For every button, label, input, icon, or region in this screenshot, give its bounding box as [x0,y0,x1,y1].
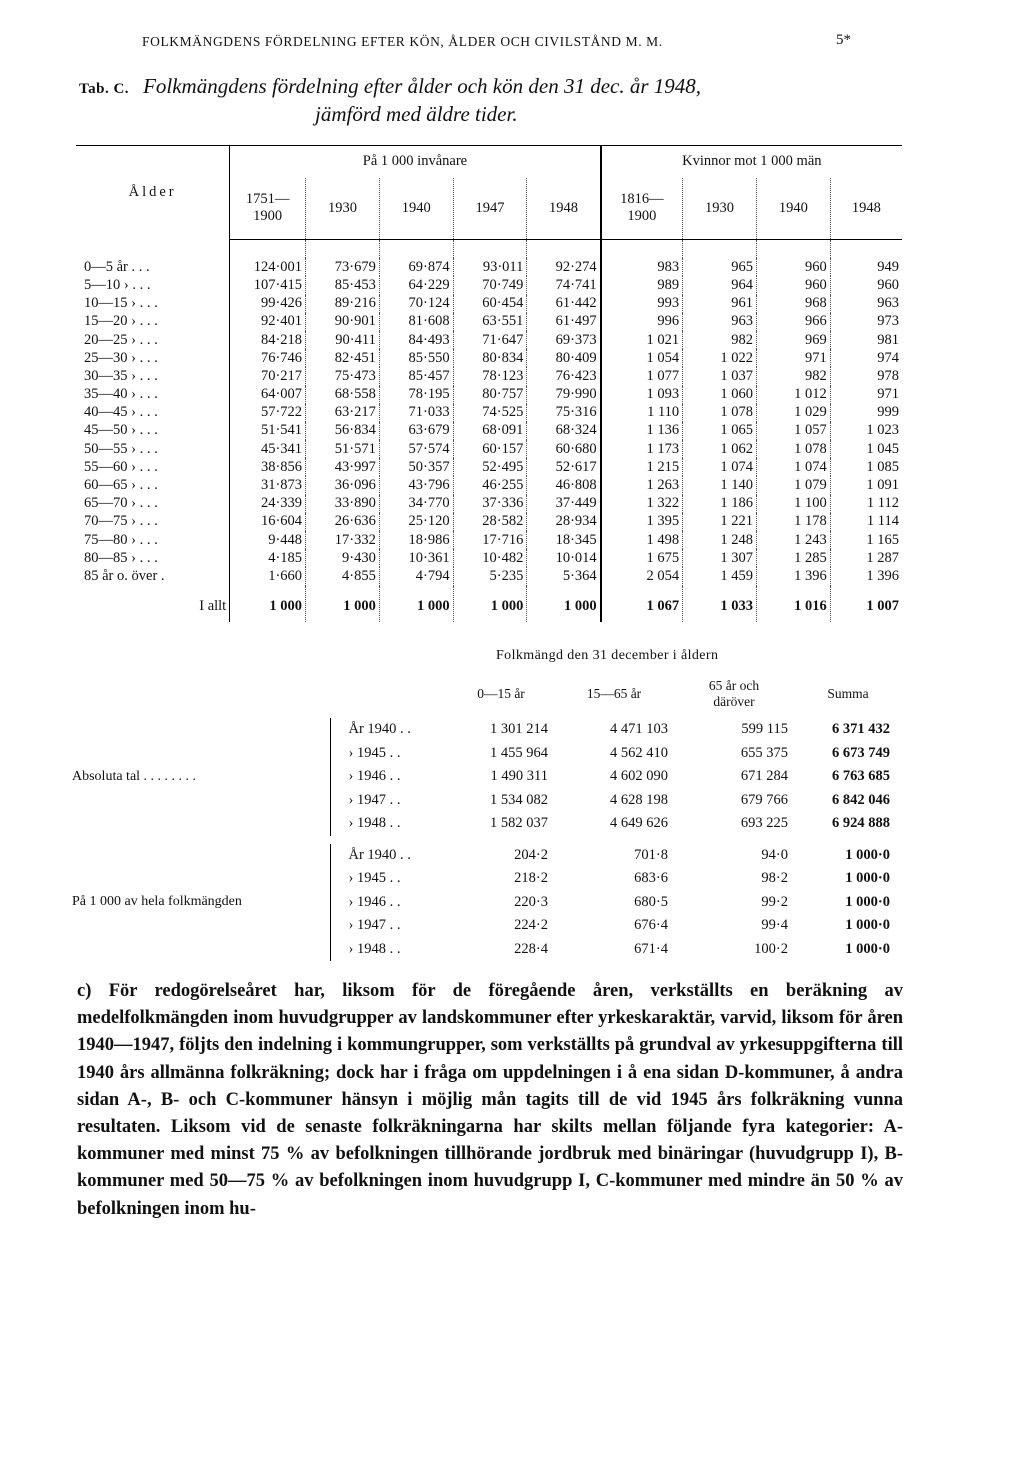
age-group-label: 65—70 › . . . [84,495,158,512]
table-cell: 1 136 [601,422,683,440]
col-header: 1940 [379,178,453,240]
table-cell: 70·124 [379,295,453,313]
table-cell: 57·722 [230,404,306,422]
table-cell: 81·608 [379,313,453,331]
age-group-label: 80—85 › . . . [84,549,158,566]
table-cell: 1 582 037 [490,815,548,832]
table-cell: 56·834 [306,422,380,440]
year-label: › 1945 . . [330,867,448,891]
table-cell: 70·749 [453,276,527,294]
table-cell: 84·493 [379,331,453,349]
table-cell: 960 [756,258,830,276]
table-cell: 1 455 964 [490,744,548,761]
table-cell: 75·473 [306,367,380,385]
table-cell: 1 322 [601,495,683,513]
table-cell: 38·856 [230,458,306,476]
table-cell: 1 079 [756,476,830,494]
age-group-label: 50—55 › . . . [84,440,158,457]
table-cell: 966 [756,313,830,331]
table-row [76,349,902,367]
table-cell: 89·216 [306,295,380,313]
table-cell: 1 023 [830,422,902,440]
table-cell: 9·430 [306,549,380,567]
table-row [76,495,902,513]
age-group-label: 45—50 › . . . [84,422,158,439]
col-header: 15—65 år [586,686,642,701]
table-row [76,422,902,440]
table-cell: 960 [756,276,830,294]
total-cell: 1 000 [306,586,380,622]
age-group-label: 75—80 › . . . [84,531,158,548]
table-cell: 1 248 [683,531,757,549]
table-row [76,440,902,458]
table-row [76,513,902,531]
table-cell: 1 498 [601,531,683,549]
total-cell: 1 000 [527,586,601,622]
total-cell: 1 016 [756,586,830,622]
table-row [76,367,902,385]
table-cell: 1 060 [683,386,757,404]
table-row [76,331,902,349]
table-cell: 1 021 [601,331,683,349]
table-title-line2: jämförd med äldre tider. [315,102,518,126]
sum-cell: 1 000·0 [845,940,890,957]
table-cell: 60·680 [527,440,601,458]
table-cell: 1 029 [756,404,830,422]
age-group-label: 70—75 › . . . [84,513,158,530]
table-cell: 1 263 [601,476,683,494]
table-cell: 18·986 [379,531,453,549]
table-cell: 43·997 [306,458,380,476]
col-header: 65 år och däröver [708,678,760,709]
table-cell: 74·525 [453,404,527,422]
table-cell: 224·2 [514,917,548,934]
table-cell: 2 054 [601,567,683,585]
total-cell: 1 000 [379,586,453,622]
table-cell: 71·033 [379,404,453,422]
table-cell: 983 [601,258,683,276]
table-cell: 961 [683,295,757,313]
table-cell: 24·339 [230,495,306,513]
table-cell: 993 [601,295,683,313]
table-cell: 71·647 [453,331,527,349]
table-cell: 1 074 [683,458,757,476]
table-cell: 982 [756,367,830,385]
table-row [72,844,902,868]
table-cell: 80·757 [453,386,527,404]
table-cell: 57·574 [379,440,453,458]
table-cell: 1 396 [756,567,830,585]
table-cell: 1·660 [230,567,306,585]
age-group-label: 25—30 › . . . [84,349,158,366]
table-cell: 1 395 [601,513,683,531]
table-cell: 69·874 [379,258,453,276]
table-cell: 18·345 [527,531,601,549]
age-group-label: 35—40 › . . . [84,386,158,403]
table-cell: 671·4 [634,940,668,957]
table-cell: 82·451 [306,349,380,367]
table-cell: 960 [830,276,902,294]
table-cell: 228·4 [514,940,548,957]
age-group-label: 30—35 › . . . [84,367,158,384]
table-row [76,458,902,476]
table-cell: 17·332 [306,531,380,549]
table-cell: 220·3 [514,893,548,910]
table-row [76,531,902,549]
table-cell: 45·341 [230,440,306,458]
table-row [72,718,902,742]
table-cell: 1 054 [601,349,683,367]
table-cell: 28·934 [527,513,601,531]
table-cell: 683·6 [634,870,668,887]
running-header: FOLKMÄNGDENS FÖRDELNING EFTER KÖN, ÅLDER OCH CIVILSTÅND M. M. [142,34,663,49]
table-cell: 80·409 [527,349,601,367]
table-cell: 1 045 [830,440,902,458]
group-per-1000-population: På 1 000 av hela folkmängden [72,894,242,910]
table-cell: 25·120 [379,513,453,531]
table-cell: 80·834 [453,349,527,367]
table-cell: 33·890 [306,495,380,513]
table-cell: 70·217 [230,367,306,385]
table-cell: 1 675 [601,549,683,567]
table-row [76,476,902,494]
table-cell: 218·2 [514,870,548,887]
table-cell: 90·901 [306,313,380,331]
table-cell: 99·4 [761,917,788,934]
table-cell: 1 307 [683,549,757,567]
table-cell: 963 [830,295,902,313]
table-cell: 4·794 [379,567,453,585]
table-cell: 1 074 [756,458,830,476]
table-cell: 1 022 [683,349,757,367]
year-label: År 1940 . . [330,844,448,868]
table-cell: 79·990 [527,386,601,404]
age-distribution-table [76,145,902,622]
table-label: Tab. C. [79,81,130,97]
sum-cell: 6 924 888 [832,815,890,832]
table-cell: 92·274 [527,258,601,276]
table-cell: 90·411 [306,331,380,349]
total-cell: 1 000 [453,586,527,622]
total-cell: 1 000 [230,586,306,622]
table-cell: 4 649 626 [610,815,668,832]
table-cell: 1 062 [683,440,757,458]
year-label: › 1947 . . [330,789,448,813]
table-cell: 1 490 311 [490,768,548,785]
total-cell: 1 007 [830,586,902,622]
table-cell: 1 215 [601,458,683,476]
table-cell: 37·449 [527,495,601,513]
year-label: › 1947 . . [330,914,448,938]
table-row [76,549,902,567]
population-table-caption: Folkmängd den 31 december i åldern [496,648,719,663]
table-cell: 1 221 [683,513,757,531]
col-header: 1816— 1900 [601,178,683,240]
table-cell: 1 037 [683,367,757,385]
sum-cell: 6 371 432 [832,721,890,738]
table-cell: 46·255 [453,476,527,494]
table-cell: 51·541 [230,422,306,440]
table-cell: 64·229 [379,276,453,294]
age-group-label: 40—45 › . . . [84,404,158,421]
age-group-label: 20—25 › . . . [84,331,158,348]
table-cell: 76·423 [527,367,601,385]
table-cell: 100·2 [754,940,788,957]
table-cell: 28·582 [453,513,527,531]
table-cell: 1 077 [601,367,683,385]
group-per-1000-inhabitants: På 1 000 invånare [230,146,601,178]
table-cell: 85·453 [306,276,380,294]
total-cell: 1 067 [601,586,683,622]
table-cell: 1 459 [683,567,757,585]
table-cell: 971 [830,386,902,404]
table-cell: 971 [756,349,830,367]
table-cell: 31·873 [230,476,306,494]
col-age-header: Ålder [76,146,230,240]
table-cell: 1 078 [756,440,830,458]
table-cell: 10·482 [453,549,527,567]
table-cell: 655 375 [740,744,788,761]
table-row [76,567,902,585]
table-cell: 68·324 [527,422,601,440]
table-cell: 60·454 [453,295,527,313]
sum-cell: 1 000·0 [845,846,890,863]
table-row [76,276,902,294]
table-row [76,295,902,313]
table-cell: 949 [830,258,902,276]
table-cell: 981 [830,331,902,349]
table-cell: 99·2 [761,893,788,910]
age-group-label: 5—10 › . . . [84,276,151,293]
table-cell: 26·636 [306,513,380,531]
table-cell: 1 093 [601,386,683,404]
sum-cell: 1 000·0 [845,870,890,887]
sum-cell: 6 763 685 [832,768,890,785]
table-cell: 964 [683,276,757,294]
table-cell: 68·091 [453,422,527,440]
year-label: › 1948 . . [330,938,448,962]
table-cell: 16·604 [230,513,306,531]
table-cell: 34·770 [379,495,453,513]
table-cell: 1 173 [601,440,683,458]
year-label: › 1948 . . [330,812,448,836]
table-cell: 1 243 [756,531,830,549]
table-cell: 1 287 [830,549,902,567]
table-cell: 10·014 [527,549,601,567]
table-cell: 1 110 [601,404,683,422]
table-cell: 94·0 [761,846,788,863]
table-cell: 5·235 [453,567,527,585]
age-group-label: 10—15 › . . . [84,295,158,312]
col-header: 1948 [830,178,902,240]
age-group-label: 55—60 › . . . [84,458,158,475]
col-header: 0—15 år [477,686,525,701]
table-cell: 679 766 [740,791,788,808]
table-cell: 671 284 [740,768,788,785]
age-group-label: 85 år o. över . [84,567,165,584]
col-header: 1930 [683,178,757,240]
table-cell: 1 140 [683,476,757,494]
table-cell: 9·448 [230,531,306,549]
table-title [79,74,701,99]
table-cell: 51·571 [306,440,380,458]
table-cell: 60·157 [453,440,527,458]
table-cell: 1 100 [756,495,830,513]
table-cell: 50·357 [379,458,453,476]
sum-cell: 1 000·0 [845,917,890,934]
table-cell: 69·373 [527,331,601,349]
table-cell: 1 057 [756,422,830,440]
table-cell: 46·808 [527,476,601,494]
col-header: 1948 [527,178,601,240]
table-cell: 74·741 [527,276,601,294]
table-cell: 73·679 [306,258,380,276]
table-cell: 4 562 410 [610,744,668,761]
col-header: 1940 [756,178,830,240]
table-cell: 68·558 [306,386,380,404]
sum-cell: 6 842 046 [832,791,890,808]
table-cell: 1 065 [683,422,757,440]
table-cell: 85·550 [379,349,453,367]
table-cell: 4 602 090 [610,768,668,785]
table-cell: 1 534 082 [490,791,548,808]
table-cell: 1 165 [830,531,902,549]
total-row [76,586,902,622]
body-paragraph: c) För redogörelseåret har, liksom för de föregående åren, verkställts en beräkning av medelfolkmängden inom huvudgrupper av landskommuner efter yrkeskaraktär, varvid, liksom för åren 1940—1947, följts den indelning i kommungrupper, som verkställts på grundval av yrkesuppgifterna till 1940 års allmänna folkräkning; dock har i fråga om uppdelningen i å ena sidan D-kommuner, å andra sidan A-, B- och C-kommuner hänsyn i möjlig mån tagits till de vid 1945 års folkräkning vunna resultaten. Liksom vid de senaste folkräkningarna har skilts mellan följande fyra kategorier: A-kommuner med minst 75 % av befolkningen tillhörande jordbruk med binäringar (huvudgrupp I), B-kommuner med 50—75 % av befolkningen inom huvudgrupp I, C-kommuner med mindre än 50 % av befolkningen inom hu- [77,981,903,1219]
table-cell: 75·316 [527,404,601,422]
year-label: År 1940 . . [330,718,448,742]
table-cell: 999 [830,404,902,422]
table-cell: 1 012 [756,386,830,404]
table-cell: 10·361 [379,549,453,567]
table-cell: 36·096 [306,476,380,494]
year-label: › 1945 . . [330,742,448,766]
table-cell: 693 225 [740,815,788,832]
table-cell: 989 [601,276,683,294]
table-cell: 78·123 [453,367,527,385]
table-cell: 52·617 [527,458,601,476]
table-cell: 43·796 [379,476,453,494]
table-cell: 978 [830,367,902,385]
col-header: 1751— 1900 [230,178,306,240]
population-by-age-group-table [72,670,902,961]
page-number: 5* [836,32,851,48]
table-cell: 996 [601,313,683,331]
table-row [76,258,902,276]
table-cell: 5·364 [527,567,601,585]
table-cell: 680·5 [634,893,668,910]
table-cell: 676·4 [634,917,668,934]
table-cell: 99·426 [230,295,306,313]
table-cell: 92·401 [230,313,306,331]
table-cell: 98·2 [761,870,788,887]
col-header: 1930 [306,178,380,240]
table-cell: 4·185 [230,549,306,567]
table-cell: 973 [830,313,902,331]
year-label: › 1946 . . [330,765,448,789]
table-cell: 107·415 [230,276,306,294]
table-cell: 37·336 [453,495,527,513]
age-group-label: 60—65 › . . . [84,477,158,494]
table-title-line1: Folkmängdens fördelning efter ålder och kön den 31 dec. år 1948, [143,74,702,98]
table-cell: 1 112 [830,495,902,513]
table-cell: 61·442 [527,295,601,313]
col-header: 1947 [453,178,527,240]
table-cell: 63·217 [306,404,380,422]
group-women-per-1000-men: Kvinnor mot 1 000 män [601,146,902,178]
table-cell: 63·551 [453,313,527,331]
table-cell: 76·746 [230,349,306,367]
table-cell: 1 114 [830,513,902,531]
table-cell: 93·011 [453,258,527,276]
table-cell: 85·457 [379,367,453,385]
table-cell: 78·195 [379,386,453,404]
table-cell: 1 178 [756,513,830,531]
table-cell: 64·007 [230,386,306,404]
col-header: Summa [827,686,869,701]
table-cell: 61·497 [527,313,601,331]
table-cell: 63·679 [379,422,453,440]
table-cell: 124·001 [230,258,306,276]
total-label: I allt [199,598,227,615]
table-cell: 17·716 [453,531,527,549]
age-group-label: 0—5 år . . . [84,258,150,275]
table-cell: 974 [830,349,902,367]
table-cell: 204·2 [514,846,548,863]
total-cell: 1 033 [683,586,757,622]
table-cell: 52·495 [453,458,527,476]
table-cell: 701·8 [634,846,668,863]
table-cell: 1 301 214 [490,721,548,738]
table-cell: 1 085 [830,458,902,476]
table-cell: 1 078 [683,404,757,422]
table-cell: 968 [756,295,830,313]
table-cell: 963 [683,313,757,331]
sum-cell: 1 000·0 [845,893,890,910]
table-cell: 969 [756,331,830,349]
year-label: › 1946 . . [330,891,448,915]
sum-cell: 6 673 749 [832,744,890,761]
table-cell: 1 091 [830,476,902,494]
table-cell: 599 115 [741,721,788,738]
table-row [76,386,902,404]
table-cell: 1 285 [756,549,830,567]
table-cell: 4 471 103 [610,721,668,738]
table-cell: 4 628 198 [610,791,668,808]
group-absolute-numbers: Absoluta tal . . . . . . . . [72,768,197,784]
table-cell: 965 [683,258,757,276]
table-cell: 84·218 [230,331,306,349]
age-group-label: 15—20 › . . . [84,313,158,330]
table-row [76,404,902,422]
table-cell: 1 396 [830,567,902,585]
table-row [76,313,902,331]
table-cell: 982 [683,331,757,349]
table-cell: 4·855 [306,567,380,585]
table-cell: 1 186 [683,495,757,513]
